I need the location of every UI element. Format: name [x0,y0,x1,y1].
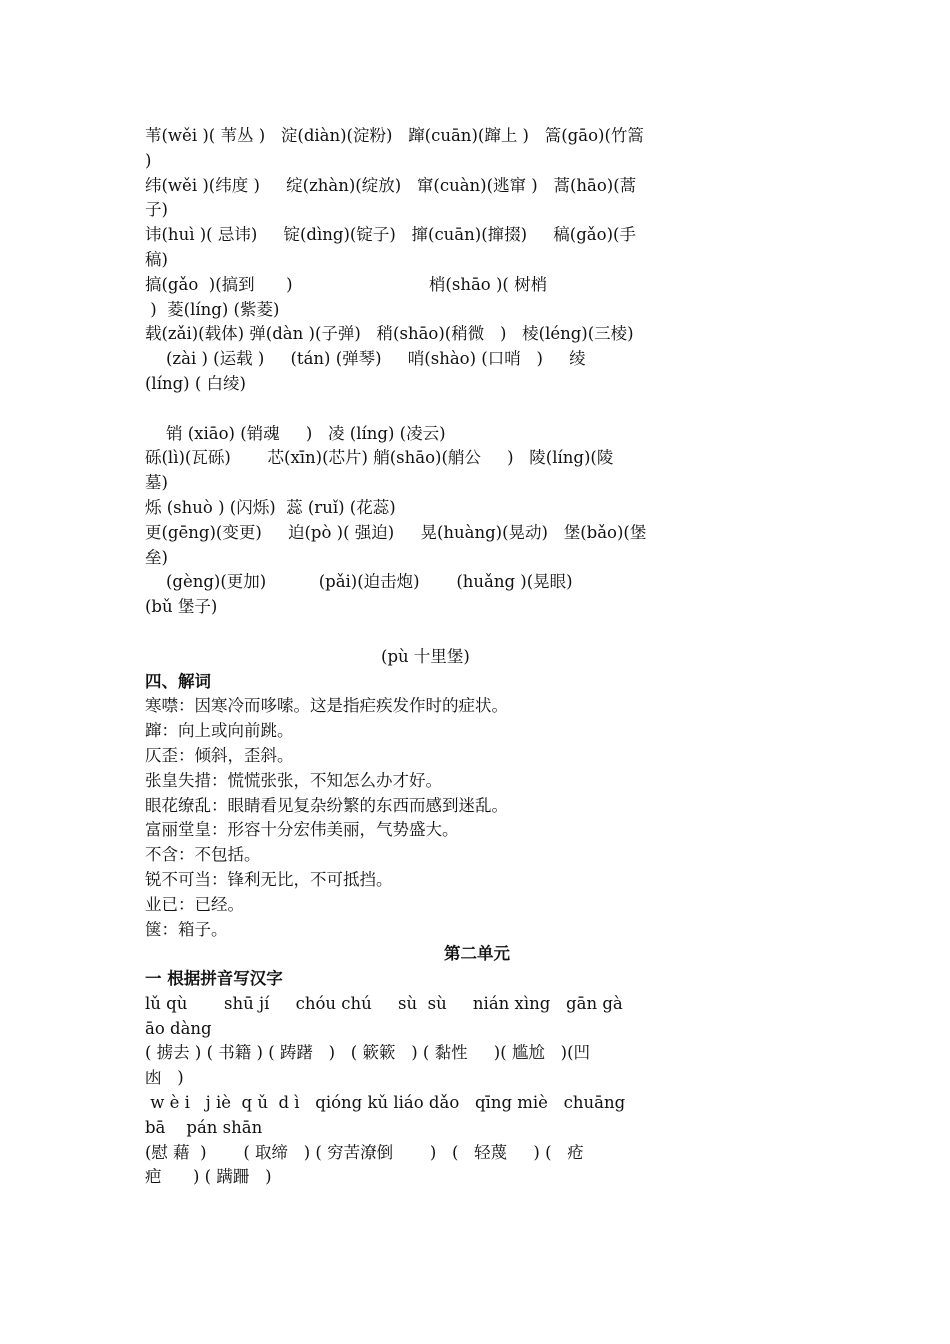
vocab-pinyin-block [145,124,809,670]
vocab-line: 烁 (shuò ) (闪烁) 蕊 (ruǐ) (花蕊) [145,497,396,517]
vocab-line: 载(zǎi)(载体) 弹(dàn )(子弹) 稍(shāo)(稍微 ) 棱(léng)(三棱) [145,324,634,344]
section-heading-pinyin-to-hanzi: 一 根据拼音写汉字 [145,969,283,989]
exercise-line: ( 掳去 ) ( 书籍 ) ( 踌躇 ) ( 簌簌 ) ( 黏性 )( 尴尬 )(凹 [145,1043,591,1063]
exercise-line: lǔ qù shū jí chóu chú sù sù nián xìng gān gà [145,993,623,1013]
vocab-line: 垒) [145,547,168,567]
vocab-line: 纬(wěi )(纬度 ) 绽(zhàn)(绽放) 窜(cuàn)(逃窜 ) 蒿(hāo)(蒿 [145,175,637,195]
definition-line: 寒噤：因寒冷而哆嗦。这是指疟疾发作时的症状。 [145,696,508,716]
definition-line: 眼花缭乱：眼睛看见复杂纷繁的东西而感到迷乱。 [145,795,508,815]
definition-line: 锐不可当：锋利无比，不可抵挡。 [145,869,393,889]
vocab-line: ) [145,150,152,170]
vocab-line: 销 (xiāo) (销魂 ) 凌 (líng) (凌云) [145,423,446,443]
vocab-line [145,397,809,422]
pinyin-exercise-block [145,992,809,1190]
vocab-line: (pù 十里堡) [145,646,470,666]
exercise-line: 凼 ) [145,1068,184,1088]
vocab-line: 子) [145,200,168,220]
definition-line: 张皇失措：慌慌张张，不知怎么办才好。 [145,770,442,790]
unit-title: 第二单元 [444,944,510,964]
definition-line: 箧：箱子。 [145,919,228,939]
document-body [145,124,809,1190]
vocab-line: (gèng)(更加) (pǎi)(迫击炮) (huǎng )(晃眼) [145,572,573,592]
vocab-line: (zài ) (运载 ) (tán) (弹琴) 哨(shào) (口哨 ) 绫 [145,349,586,369]
vocab-line [145,620,809,645]
vocab-line: (líng) ( 白绫) [145,373,246,393]
definition-line: 蹿：向上或向前跳。 [145,721,294,741]
vocab-line: (bǔ 堡子) [145,597,218,617]
vocab-line: 讳(huì )( 忌讳) 锭(dìng)(锭子) 撺(cuān)(撺掇) 稿(gǎo)(手 [145,225,636,245]
exercise-line: (慰 藉 ) ( 取缔 ) ( 穷苦潦倒 ) ( 轻蔑 ) ( 疮 [145,1142,584,1162]
definition-line: 不含：不包括。 [145,845,261,865]
exercise-line: 疤 ) ( 蹒跚 ) [145,1167,272,1187]
vocab-line: 搞(gǎo )(搞到 ) 梢(shāo )( 树梢 [145,274,548,294]
definition-line: 仄歪：倾斜，歪斜。 [145,745,294,765]
exercise-line: w è i j iè q ǔ d ì qióng kǔ liáo dǎo qīng miè chuāng [145,1093,626,1113]
vocab-line: 更(gēng)(变更) 迫(pò )( 强迫) 晃(huàng)(晃动) 堡(bǎo)(堡 [145,522,647,542]
definition-line: 业已：已经。 [145,894,244,914]
vocab-line: ) 菱(líng) (紫菱) [145,299,280,319]
exercise-line: āo dàng [145,1018,212,1038]
section-heading-explain-words: 四、解词 [145,671,211,691]
word-definitions-list [145,694,809,942]
vocab-line: 砾(lì)(瓦砾) 芯(xīn)(芯片) 艄(shāo)(艄公 ) 陵(líng)(陵 [145,448,614,468]
vocab-line: 稿) [145,249,168,269]
definition-line: 富丽堂皇：形容十分宏伟美丽，气势盛大。 [145,820,459,840]
exercise-line: bā pán shān [145,1117,263,1137]
vocab-line: 墓) [145,473,168,493]
vocab-line: 苇(wěi )( 苇丛 ) 淀(diàn)(淀粉) 蹿(cuān)(蹿上 ) 篙(gāo)(竹篙 [145,126,644,145]
